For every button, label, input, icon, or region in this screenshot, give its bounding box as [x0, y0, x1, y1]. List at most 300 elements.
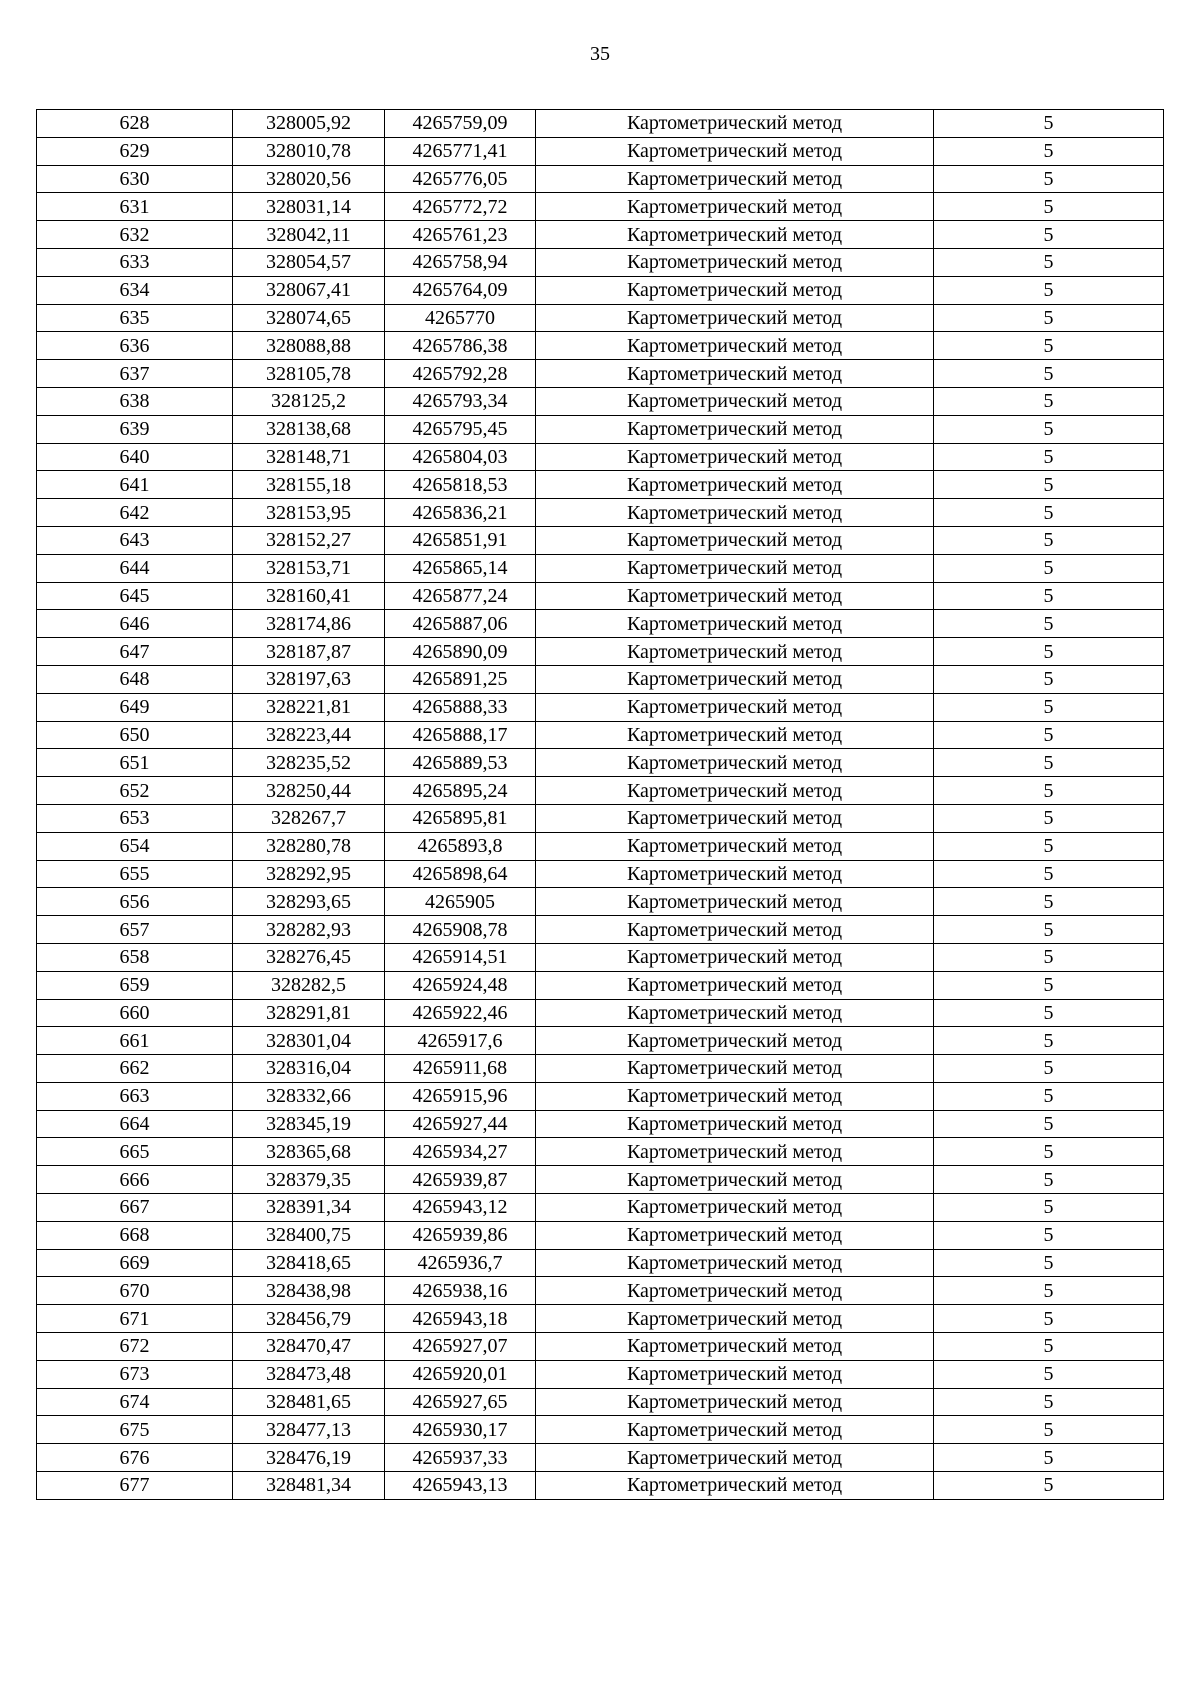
accuracy-cell: 5 — [934, 777, 1164, 805]
table-row — [37, 943, 1164, 971]
x-coordinate-cell: 328054,57 — [233, 248, 385, 276]
accuracy-cell: 5 — [934, 1082, 1164, 1110]
method-cell: Картометрический метод — [536, 832, 934, 860]
accuracy-cell: 5 — [934, 110, 1164, 138]
accuracy-cell: 5 — [934, 1277, 1164, 1305]
method-cell: Картометрический метод — [536, 665, 934, 693]
y-coordinate-cell: 4265889,53 — [385, 749, 536, 777]
point-number-cell: 643 — [37, 526, 233, 554]
y-coordinate-cell: 4265934,27 — [385, 1138, 536, 1166]
x-coordinate-cell: 328391,34 — [233, 1194, 385, 1222]
method-cell: Картометрический метод — [536, 248, 934, 276]
accuracy-cell: 5 — [934, 916, 1164, 944]
table-row — [37, 999, 1164, 1027]
y-coordinate-cell: 4265943,18 — [385, 1305, 536, 1333]
y-coordinate-cell: 4265771,41 — [385, 137, 536, 165]
point-number-cell: 640 — [37, 443, 233, 471]
point-number-cell: 662 — [37, 1055, 233, 1083]
y-coordinate-cell: 4265761,23 — [385, 221, 536, 249]
accuracy-cell: 5 — [934, 693, 1164, 721]
y-coordinate-cell: 4265772,72 — [385, 193, 536, 221]
x-coordinate-cell: 328042,11 — [233, 221, 385, 249]
point-number-cell: 666 — [37, 1166, 233, 1194]
accuracy-cell: 5 — [934, 1110, 1164, 1138]
method-cell: Картометрический метод — [536, 1055, 934, 1083]
y-coordinate-cell: 4265818,53 — [385, 471, 536, 499]
y-coordinate-cell: 4265758,94 — [385, 248, 536, 276]
method-cell: Картометрический метод — [536, 1444, 934, 1472]
method-cell: Картометрический метод — [536, 1249, 934, 1277]
x-coordinate-cell: 328438,98 — [233, 1277, 385, 1305]
x-coordinate-cell: 328316,04 — [233, 1055, 385, 1083]
method-cell: Картометрический метод — [536, 582, 934, 610]
method-cell: Картометрический метод — [536, 804, 934, 832]
point-number-cell: 641 — [37, 471, 233, 499]
method-cell: Картометрический метод — [536, 110, 934, 138]
method-cell: Картометрический метод — [536, 554, 934, 582]
point-number-cell: 663 — [37, 1082, 233, 1110]
point-number-cell: 669 — [37, 1249, 233, 1277]
point-number-cell: 637 — [37, 360, 233, 388]
point-number-cell: 653 — [37, 804, 233, 832]
point-number-cell: 671 — [37, 1305, 233, 1333]
point-number-cell: 670 — [37, 1277, 233, 1305]
x-coordinate-cell: 328235,52 — [233, 749, 385, 777]
accuracy-cell: 5 — [934, 1444, 1164, 1472]
table-row — [37, 1472, 1164, 1500]
y-coordinate-cell: 4265851,91 — [385, 526, 536, 554]
x-coordinate-cell: 328301,04 — [233, 1027, 385, 1055]
x-coordinate-cell: 328379,35 — [233, 1166, 385, 1194]
point-number-cell: 634 — [37, 276, 233, 304]
accuracy-cell: 5 — [934, 943, 1164, 971]
y-coordinate-cell: 4265930,17 — [385, 1416, 536, 1444]
y-coordinate-cell: 4265908,78 — [385, 916, 536, 944]
x-coordinate-cell: 328470,47 — [233, 1333, 385, 1361]
accuracy-cell: 5 — [934, 1249, 1164, 1277]
x-coordinate-cell: 328456,79 — [233, 1305, 385, 1333]
table-row — [37, 1082, 1164, 1110]
y-coordinate-cell: 4265920,01 — [385, 1360, 536, 1388]
table-row — [37, 665, 1164, 693]
accuracy-cell: 5 — [934, 471, 1164, 499]
y-coordinate-cell: 4265927,44 — [385, 1110, 536, 1138]
method-cell: Картометрический метод — [536, 916, 934, 944]
point-number-cell: 645 — [37, 582, 233, 610]
method-cell: Картометрический метод — [536, 304, 934, 332]
x-coordinate-cell: 328197,63 — [233, 665, 385, 693]
table-row — [37, 888, 1164, 916]
accuracy-cell: 5 — [934, 332, 1164, 360]
accuracy-cell: 5 — [934, 387, 1164, 415]
x-coordinate-cell: 328187,87 — [233, 638, 385, 666]
table-row — [37, 499, 1164, 527]
point-number-cell: 657 — [37, 916, 233, 944]
point-number-cell: 658 — [37, 943, 233, 971]
accuracy-cell: 5 — [934, 999, 1164, 1027]
y-coordinate-cell: 4265865,14 — [385, 554, 536, 582]
coordinates-table — [36, 109, 1164, 1500]
point-number-cell: 651 — [37, 749, 233, 777]
accuracy-cell: 5 — [934, 415, 1164, 443]
accuracy-cell: 5 — [934, 360, 1164, 388]
y-coordinate-cell: 4265927,07 — [385, 1333, 536, 1361]
x-coordinate-cell: 328250,44 — [233, 777, 385, 805]
point-number-cell: 635 — [37, 304, 233, 332]
point-number-cell: 668 — [37, 1221, 233, 1249]
method-cell: Картометрический метод — [536, 860, 934, 888]
point-number-cell: 648 — [37, 665, 233, 693]
method-cell: Картометрический метод — [536, 777, 934, 805]
x-coordinate-cell: 328074,65 — [233, 304, 385, 332]
point-number-cell: 667 — [37, 1194, 233, 1222]
point-number-cell: 639 — [37, 415, 233, 443]
table-row — [37, 1055, 1164, 1083]
table-row — [37, 193, 1164, 221]
y-coordinate-cell: 4265792,28 — [385, 360, 536, 388]
x-coordinate-cell: 328365,68 — [233, 1138, 385, 1166]
point-number-cell: 650 — [37, 721, 233, 749]
table-row — [37, 248, 1164, 276]
y-coordinate-cell: 4265917,6 — [385, 1027, 536, 1055]
y-coordinate-cell: 4265770 — [385, 304, 536, 332]
method-cell: Картометрический метод — [536, 387, 934, 415]
method-cell: Картометрический метод — [536, 165, 934, 193]
method-cell: Картометрический метод — [536, 276, 934, 304]
y-coordinate-cell: 4265936,7 — [385, 1249, 536, 1277]
point-number-cell: 675 — [37, 1416, 233, 1444]
accuracy-cell: 5 — [934, 193, 1164, 221]
coordinates-table-body — [37, 110, 1164, 1500]
y-coordinate-cell: 4265939,87 — [385, 1166, 536, 1194]
x-coordinate-cell: 328293,65 — [233, 888, 385, 916]
accuracy-cell: 5 — [934, 1138, 1164, 1166]
x-coordinate-cell: 328005,92 — [233, 110, 385, 138]
table-row — [37, 387, 1164, 415]
method-cell: Картометрический метод — [536, 999, 934, 1027]
y-coordinate-cell: 4265804,03 — [385, 443, 536, 471]
point-number-cell: 642 — [37, 499, 233, 527]
accuracy-cell: 5 — [934, 443, 1164, 471]
table-row — [37, 1027, 1164, 1055]
method-cell: Картометрический метод — [536, 638, 934, 666]
y-coordinate-cell: 4265895,24 — [385, 777, 536, 805]
y-coordinate-cell: 4265795,45 — [385, 415, 536, 443]
table-row — [37, 916, 1164, 944]
x-coordinate-cell: 328174,86 — [233, 610, 385, 638]
accuracy-cell: 5 — [934, 499, 1164, 527]
point-number-cell: 673 — [37, 1360, 233, 1388]
y-coordinate-cell: 4265911,68 — [385, 1055, 536, 1083]
table-row — [37, 1110, 1164, 1138]
point-number-cell: 677 — [37, 1472, 233, 1500]
x-coordinate-cell: 328481,34 — [233, 1472, 385, 1500]
method-cell: Картометрический метод — [536, 1166, 934, 1194]
method-cell: Картометрический метод — [536, 971, 934, 999]
y-coordinate-cell: 4265877,24 — [385, 582, 536, 610]
y-coordinate-cell: 4265915,96 — [385, 1082, 536, 1110]
point-number-cell: 636 — [37, 332, 233, 360]
y-coordinate-cell: 4265887,06 — [385, 610, 536, 638]
x-coordinate-cell: 328477,13 — [233, 1416, 385, 1444]
table-row — [37, 1360, 1164, 1388]
y-coordinate-cell: 4265776,05 — [385, 165, 536, 193]
method-cell: Картометрический метод — [536, 1082, 934, 1110]
accuracy-cell: 5 — [934, 165, 1164, 193]
x-coordinate-cell: 328088,88 — [233, 332, 385, 360]
table-row — [37, 860, 1164, 888]
x-coordinate-cell: 328148,71 — [233, 443, 385, 471]
accuracy-cell: 5 — [934, 304, 1164, 332]
y-coordinate-cell: 4265836,21 — [385, 499, 536, 527]
y-coordinate-cell: 4265938,16 — [385, 1277, 536, 1305]
table-row — [37, 276, 1164, 304]
accuracy-cell: 5 — [934, 665, 1164, 693]
point-number-cell: 633 — [37, 248, 233, 276]
table-row — [37, 1416, 1164, 1444]
table-row — [37, 1444, 1164, 1472]
point-number-cell: 647 — [37, 638, 233, 666]
accuracy-cell: 5 — [934, 804, 1164, 832]
x-coordinate-cell: 328473,48 — [233, 1360, 385, 1388]
y-coordinate-cell: 4265924,48 — [385, 971, 536, 999]
table-row — [37, 1333, 1164, 1361]
x-coordinate-cell: 328282,93 — [233, 916, 385, 944]
accuracy-cell: 5 — [934, 1333, 1164, 1361]
table-row — [37, 471, 1164, 499]
table-row — [37, 1388, 1164, 1416]
method-cell: Картометрический метод — [536, 1277, 934, 1305]
method-cell: Картометрический метод — [536, 693, 934, 721]
page-number: 35 — [590, 43, 610, 65]
table-row — [37, 110, 1164, 138]
x-coordinate-cell: 328223,44 — [233, 721, 385, 749]
accuracy-cell: 5 — [934, 638, 1164, 666]
point-number-cell: 676 — [37, 1444, 233, 1472]
point-number-cell: 655 — [37, 860, 233, 888]
y-coordinate-cell: 4265888,17 — [385, 721, 536, 749]
table-row — [37, 165, 1164, 193]
table-row — [37, 721, 1164, 749]
x-coordinate-cell: 328155,18 — [233, 471, 385, 499]
point-number-cell: 674 — [37, 1388, 233, 1416]
table-row — [37, 777, 1164, 805]
accuracy-cell: 5 — [934, 1416, 1164, 1444]
accuracy-cell: 5 — [934, 526, 1164, 554]
point-number-cell: 672 — [37, 1333, 233, 1361]
accuracy-cell: 5 — [934, 971, 1164, 999]
point-number-cell: 654 — [37, 832, 233, 860]
y-coordinate-cell: 4265937,33 — [385, 1444, 536, 1472]
y-coordinate-cell: 4265895,81 — [385, 804, 536, 832]
method-cell: Картометрический метод — [536, 471, 934, 499]
point-number-cell: 631 — [37, 193, 233, 221]
point-number-cell: 628 — [37, 110, 233, 138]
accuracy-cell: 5 — [934, 749, 1164, 777]
table-row — [37, 360, 1164, 388]
accuracy-cell: 5 — [934, 554, 1164, 582]
table-row — [37, 415, 1164, 443]
y-coordinate-cell: 4265943,12 — [385, 1194, 536, 1222]
accuracy-cell: 5 — [934, 1194, 1164, 1222]
accuracy-cell: 5 — [934, 248, 1164, 276]
y-coordinate-cell: 4265898,64 — [385, 860, 536, 888]
method-cell: Картометрический метод — [536, 443, 934, 471]
table-row — [37, 1166, 1164, 1194]
table-row — [37, 443, 1164, 471]
accuracy-cell: 5 — [934, 610, 1164, 638]
method-cell: Картометрический метод — [536, 1110, 934, 1138]
table-row — [37, 1221, 1164, 1249]
point-number-cell: 661 — [37, 1027, 233, 1055]
accuracy-cell: 5 — [934, 276, 1164, 304]
point-number-cell: 638 — [37, 387, 233, 415]
point-number-cell: 630 — [37, 165, 233, 193]
y-coordinate-cell: 4265893,8 — [385, 832, 536, 860]
method-cell: Картометрический метод — [536, 221, 934, 249]
table-row — [37, 554, 1164, 582]
point-number-cell: 629 — [37, 137, 233, 165]
method-cell: Картометрический метод — [536, 610, 934, 638]
point-number-cell: 656 — [37, 888, 233, 916]
table-row — [37, 610, 1164, 638]
table-row — [37, 304, 1164, 332]
y-coordinate-cell: 4265905 — [385, 888, 536, 916]
method-cell: Картометрический метод — [536, 193, 934, 221]
method-cell: Картометрический метод — [536, 332, 934, 360]
x-coordinate-cell: 328481,65 — [233, 1388, 385, 1416]
accuracy-cell: 5 — [934, 221, 1164, 249]
x-coordinate-cell: 328010,78 — [233, 137, 385, 165]
x-coordinate-cell: 328067,41 — [233, 276, 385, 304]
x-coordinate-cell: 328160,41 — [233, 582, 385, 610]
method-cell: Картометрический метод — [536, 1388, 934, 1416]
x-coordinate-cell: 328345,19 — [233, 1110, 385, 1138]
x-coordinate-cell: 328418,65 — [233, 1249, 385, 1277]
x-coordinate-cell: 328153,71 — [233, 554, 385, 582]
accuracy-cell: 5 — [934, 1360, 1164, 1388]
point-number-cell: 665 — [37, 1138, 233, 1166]
accuracy-cell: 5 — [934, 1388, 1164, 1416]
table-row — [37, 526, 1164, 554]
table-row — [37, 832, 1164, 860]
method-cell: Картометрический метод — [536, 1416, 934, 1444]
accuracy-cell: 5 — [934, 1166, 1164, 1194]
table-row — [37, 971, 1164, 999]
method-cell: Картометрический метод — [536, 499, 934, 527]
accuracy-cell: 5 — [934, 137, 1164, 165]
method-cell: Картометрический метод — [536, 137, 934, 165]
method-cell: Картометрический метод — [536, 1360, 934, 1388]
accuracy-cell: 5 — [934, 1472, 1164, 1500]
x-coordinate-cell: 328332,66 — [233, 1082, 385, 1110]
x-coordinate-cell: 328276,45 — [233, 943, 385, 971]
x-coordinate-cell: 328267,7 — [233, 804, 385, 832]
method-cell: Картометрический метод — [536, 1194, 934, 1222]
x-coordinate-cell: 328476,19 — [233, 1444, 385, 1472]
method-cell: Картометрический метод — [536, 1027, 934, 1055]
method-cell: Картометрический метод — [536, 749, 934, 777]
x-coordinate-cell: 328020,56 — [233, 165, 385, 193]
method-cell: Картометрический метод — [536, 721, 934, 749]
table-row — [37, 1277, 1164, 1305]
table-row — [37, 693, 1164, 721]
accuracy-cell: 5 — [934, 1221, 1164, 1249]
y-coordinate-cell: 4265943,13 — [385, 1472, 536, 1500]
y-coordinate-cell: 4265914,51 — [385, 943, 536, 971]
point-number-cell: 649 — [37, 693, 233, 721]
y-coordinate-cell: 4265890,09 — [385, 638, 536, 666]
accuracy-cell: 5 — [934, 860, 1164, 888]
point-number-cell: 659 — [37, 971, 233, 999]
method-cell: Картометрический метод — [536, 1472, 934, 1500]
method-cell: Картометрический метод — [536, 888, 934, 916]
y-coordinate-cell: 4265793,34 — [385, 387, 536, 415]
table-row — [37, 582, 1164, 610]
y-coordinate-cell: 4265939,86 — [385, 1221, 536, 1249]
y-coordinate-cell: 4265927,65 — [385, 1388, 536, 1416]
table-row — [37, 749, 1164, 777]
y-coordinate-cell: 4265786,38 — [385, 332, 536, 360]
table-row — [37, 137, 1164, 165]
x-coordinate-cell: 328291,81 — [233, 999, 385, 1027]
point-number-cell: 660 — [37, 999, 233, 1027]
accuracy-cell: 5 — [934, 1055, 1164, 1083]
method-cell: Картометрический метод — [536, 1333, 934, 1361]
y-coordinate-cell: 4265891,25 — [385, 665, 536, 693]
table-row — [37, 332, 1164, 360]
x-coordinate-cell: 328280,78 — [233, 832, 385, 860]
x-coordinate-cell: 328282,5 — [233, 971, 385, 999]
method-cell: Картометрический метод — [536, 1138, 934, 1166]
y-coordinate-cell: 4265888,33 — [385, 693, 536, 721]
method-cell: Картометрический метод — [536, 415, 934, 443]
x-coordinate-cell: 328292,95 — [233, 860, 385, 888]
x-coordinate-cell: 328221,81 — [233, 693, 385, 721]
table-row — [37, 804, 1164, 832]
method-cell: Картометрический метод — [536, 526, 934, 554]
accuracy-cell: 5 — [934, 721, 1164, 749]
x-coordinate-cell: 328138,68 — [233, 415, 385, 443]
point-number-cell: 652 — [37, 777, 233, 805]
method-cell: Картометрический метод — [536, 1305, 934, 1333]
method-cell: Картометрический метод — [536, 1221, 934, 1249]
accuracy-cell: 5 — [934, 1027, 1164, 1055]
table-row — [37, 1194, 1164, 1222]
x-coordinate-cell: 328105,78 — [233, 360, 385, 388]
accuracy-cell: 5 — [934, 888, 1164, 916]
point-number-cell: 664 — [37, 1110, 233, 1138]
point-number-cell: 646 — [37, 610, 233, 638]
table-row — [37, 221, 1164, 249]
point-number-cell: 632 — [37, 221, 233, 249]
method-cell: Картометрический метод — [536, 360, 934, 388]
x-coordinate-cell: 328153,95 — [233, 499, 385, 527]
y-coordinate-cell: 4265922,46 — [385, 999, 536, 1027]
accuracy-cell: 5 — [934, 832, 1164, 860]
y-coordinate-cell: 4265764,09 — [385, 276, 536, 304]
x-coordinate-cell: 328125,2 — [233, 387, 385, 415]
point-number-cell: 644 — [37, 554, 233, 582]
method-cell: Картометрический метод — [536, 943, 934, 971]
table-row — [37, 638, 1164, 666]
accuracy-cell: 5 — [934, 1305, 1164, 1333]
x-coordinate-cell: 328031,14 — [233, 193, 385, 221]
table-row — [37, 1305, 1164, 1333]
accuracy-cell: 5 — [934, 582, 1164, 610]
table-row — [37, 1249, 1164, 1277]
x-coordinate-cell: 328152,27 — [233, 526, 385, 554]
